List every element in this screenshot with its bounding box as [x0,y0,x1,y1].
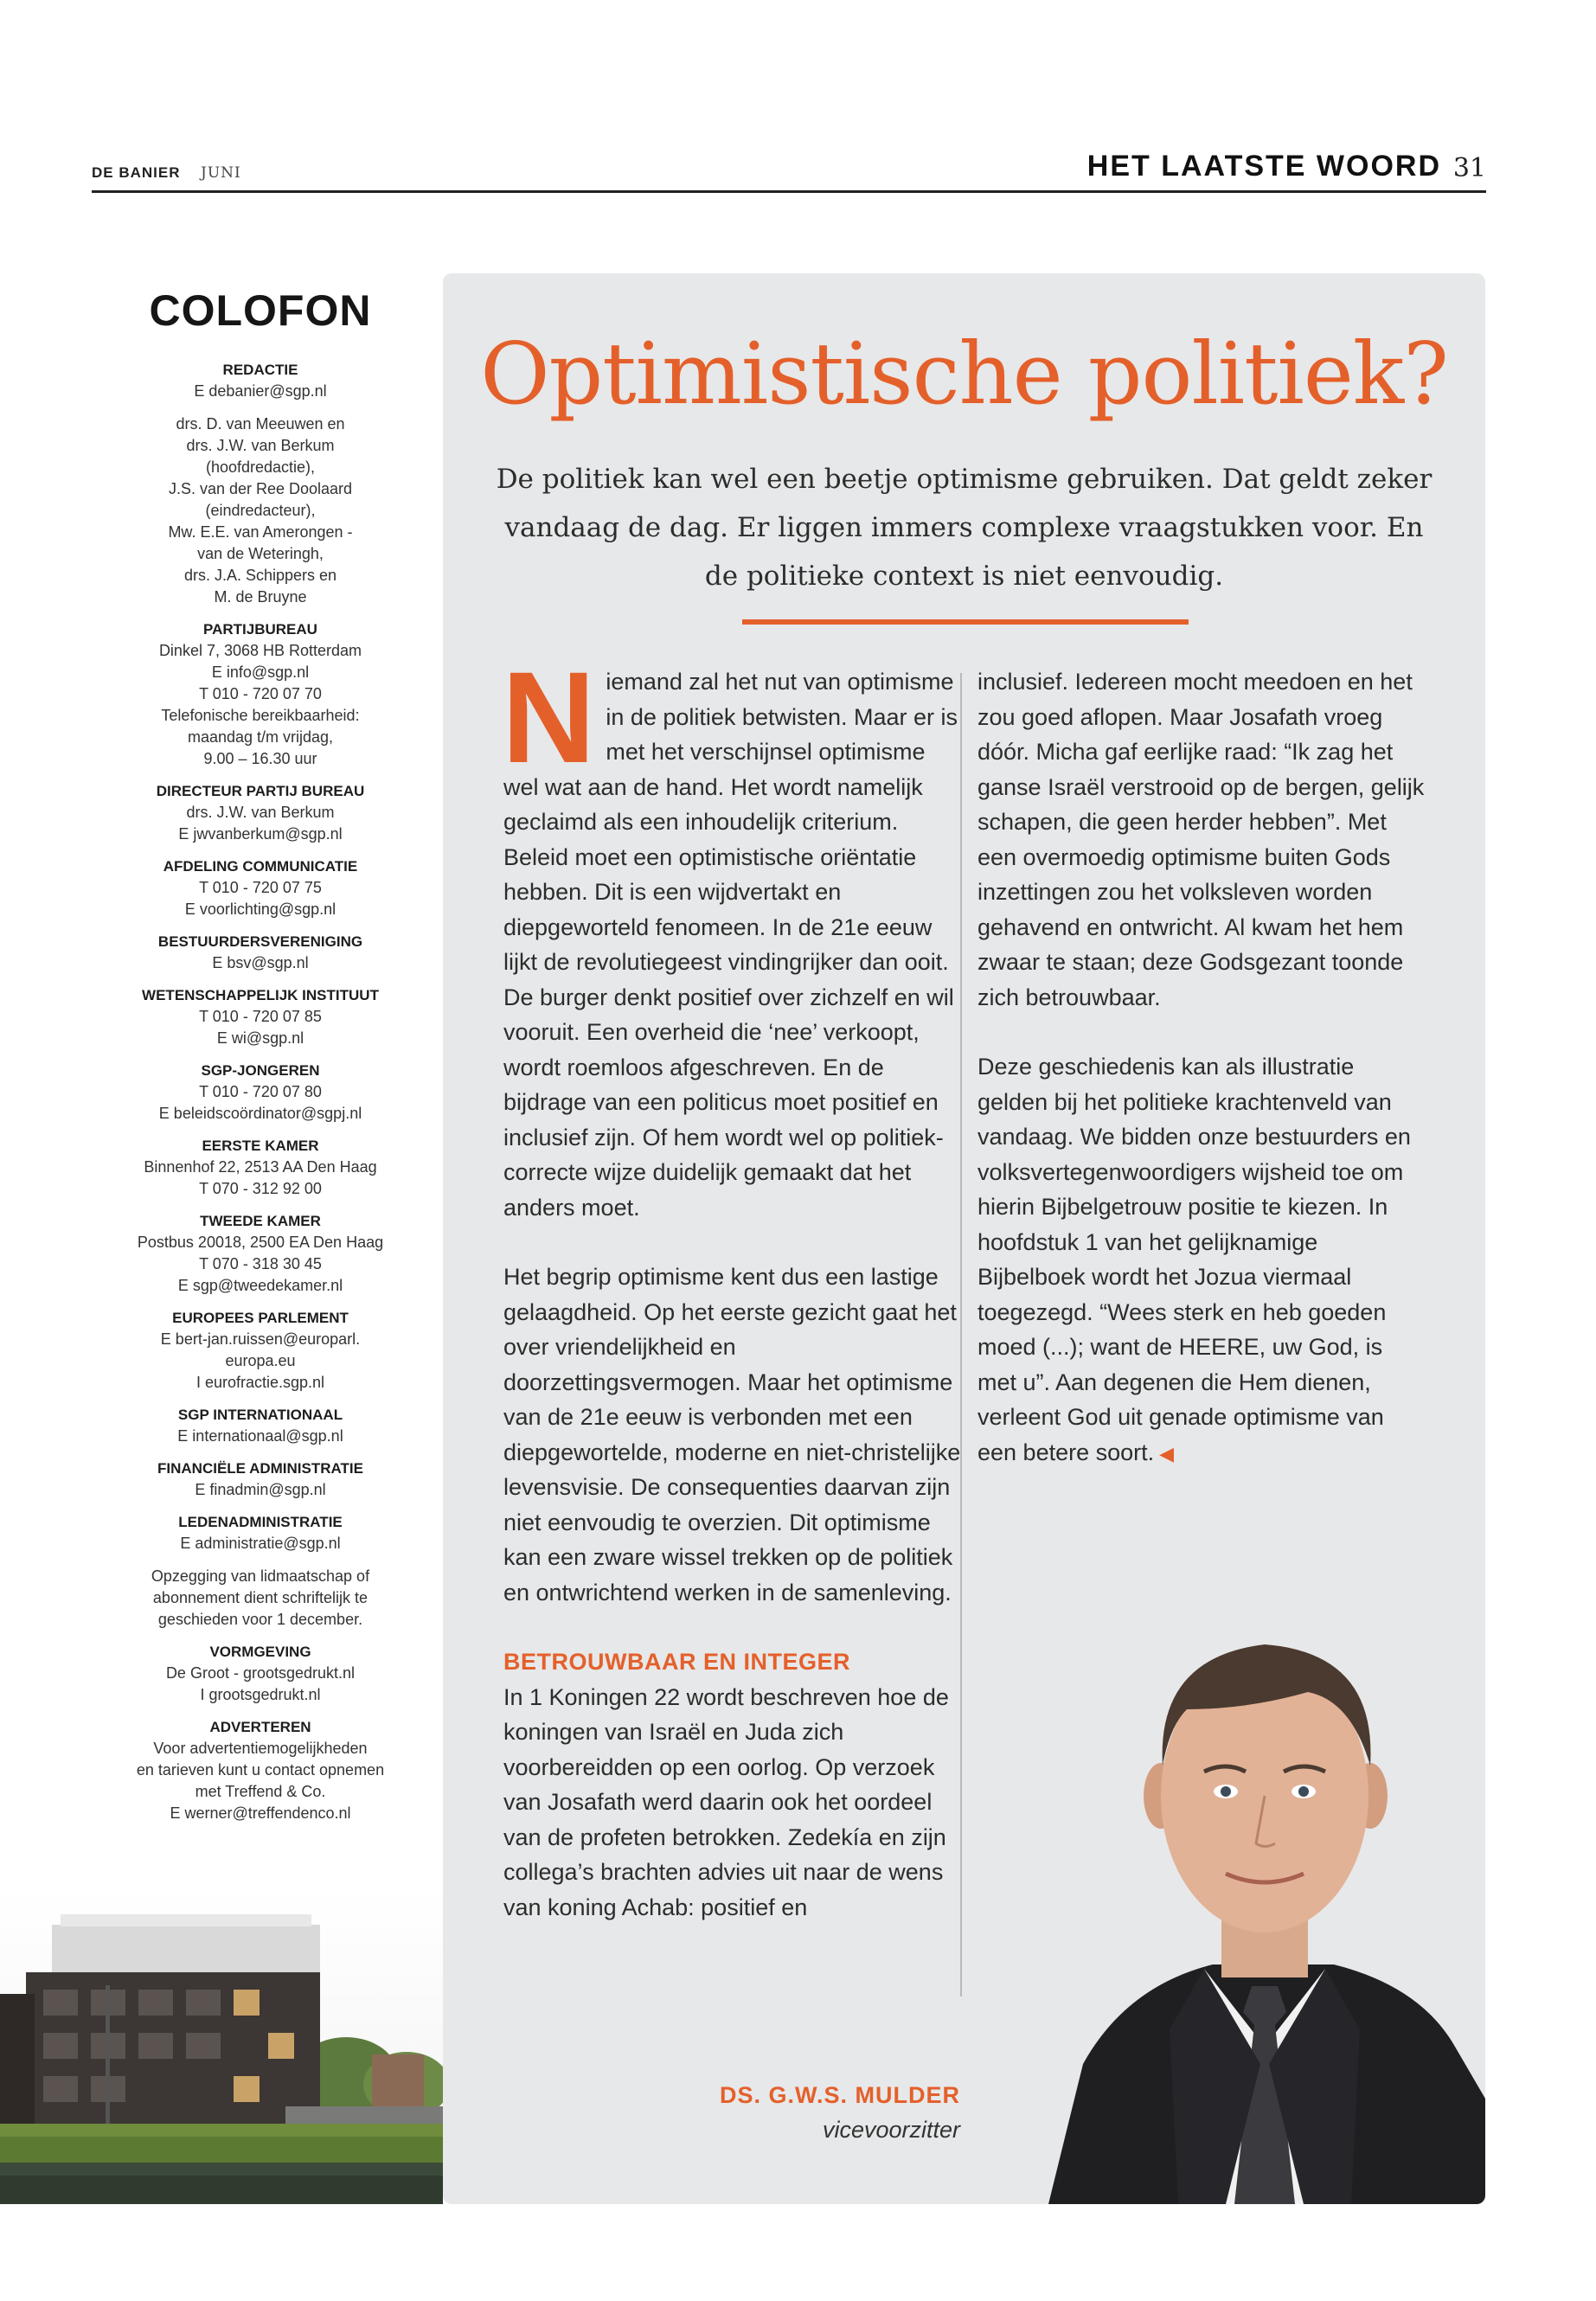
subheading: BETROUWBAAR EN INTEGER [503,1649,850,1675]
colofon-heading: AFDELING COMMUNICATIE [163,858,358,875]
colofon-email[interactable]: E wi@sgp.nl [216,1029,304,1047]
colofon-line: T 010 - 720 07 75 [199,879,322,896]
body-paragraph: inclusief. Iedereen mocht meedoen en het zou goed aflopen. Maar Josafath vroeg dóór. Micha gaf eerlijke raad: “Ik zag het ganse Israël verstrooid op de bergen, gelijk schapen, die geen herder hebben”. Met een overmoedig optimisme buiten Gods inzettingen zou het volksleven worden gehavend en ontwricht. Al kwam het hem zwaar te staan; deze Godsgezant toonde zich betrouwbaar. [977,669,1425,1010]
article-column-1 [502,644,962,1925]
colofon-email[interactable]: E sgp@tweedekamer.nl [177,1277,343,1294]
colofon-email[interactable]: E internationaal@sgp.nl [177,1427,343,1445]
colofon-line: Opzegging van lidmaatschap of [151,1567,370,1585]
colofon-line: De Groot - grootsgedrukt.nl [165,1664,356,1682]
colofon-email[interactable]: E werner@treffendenco.nl [170,1804,351,1822]
colofon-line: drs. D. van Meeuwen en [176,415,345,433]
colofon-heading: SGP INTERNATIONAAL [177,1407,343,1423]
colofon-redactie-names [95,413,426,608]
lead-divider [742,619,1189,625]
article-lead: De politiek kan wel een beetje optimisme gebruiken. Dat geldt zeker vandaag de dag. Er liggen immers complexe vraagstukken voor. En de politieke context is niet eenvoudig. [496,464,1433,592]
colofon-website[interactable]: I grootsgedrukt.nl [200,1686,321,1703]
colofon-redactie [95,360,426,402]
colofon-line: Voor advertentiemogelijkheden [153,1740,368,1757]
colofon-line: E debanier@sgp.nl [194,382,327,400]
body-paragraph [977,1049,1427,1471]
colofon-heading: EUROPEES PARLEMENT [172,1310,349,1326]
article-panel [443,273,1485,2204]
drop-cap: N [502,644,596,790]
colofon-heading: PARTIJBUREAU [203,621,317,638]
colofon-heading: ADVERTEREN [209,1719,311,1735]
colofon-website[interactable]: I eurofractie.sgp.nl [195,1374,325,1391]
colofon-line: van de Weteringh, [197,545,324,562]
colofon-line: T 070 - 312 92 00 [199,1180,322,1197]
colofon-line: J.S. van der Ree Doolaard [168,480,353,497]
colofon-line: drs. J.A. Schippers en [183,567,337,584]
colofon-line: europa.eu [225,1352,296,1369]
office-building-photo [0,1890,443,2204]
colofon-line: T 010 - 720 07 70 [199,685,322,702]
colofon-instituut [95,985,426,1049]
colofon-leden [95,1512,426,1554]
colofon-email[interactable]: E administratie@sgp.nl [180,1535,341,1552]
colofon-tweede-kamer [95,1211,426,1297]
colofon-communicatie [95,856,426,920]
article-column-2 [977,664,1427,1471]
body-paragraph: Het begrip optimisme kent dus een lastige gelaagdheid. Op het eerste gezicht gaat het over vriendelijkheid en doorzettingsvermogen. Maar het optimisme van de 21e eeuw is verbonden met een diepgewortelde, moderne en niet-christelijke levensvisie. De consequenties daarvan zijn niet eenvoudig te overzien. Dit optimisme kan een zware wissel trekken op de politiek en ontwrichtend werken in de samenleving. [503,1264,961,1606]
end-mark-icon: ◀ [1159,1442,1175,1465]
colofon-opzegging [95,1566,426,1631]
colofon-eerste-kamer [95,1136,426,1200]
colofon-email[interactable]: E bsv@sgp.nl [212,954,309,971]
colofon-heading: WETENSCHAPPELIJK INSTITUUT [142,987,379,1003]
article-title: Optimistische politiek? [480,325,1448,424]
colofon-line: Postbus 20018, 2500 EA Den Haag [137,1234,384,1251]
colofon-line: Binnenhof 22, 2513 AA Den Haag [144,1158,377,1176]
colofon-line: T 010 - 720 07 80 [199,1083,322,1100]
colofon-email[interactable]: E voorlichting@sgp.nl [184,901,337,918]
colofon-heading: TWEEDE KAMER [200,1213,321,1229]
issue-month: JUNI [201,164,241,182]
colofon-heading: BESTUURDERSVERENIGING [157,933,363,950]
colofon-line: 9.00 – 16.30 uur [203,750,317,767]
colofon-email[interactable]: E jwvanberkum@sgp.nl [178,825,343,843]
author-role: vicevoorzitter [822,2117,960,2143]
author-name: DS. G.W.S. MULDER [719,2082,960,2108]
colofon-line: drs. J.W. van Berkum [186,804,335,821]
colofon-internationaal [95,1405,426,1447]
colofon-line: en tarieven kunt u contact opnemen [136,1761,385,1779]
colofon-email[interactable]: E info@sgp.nl [211,663,310,681]
colofon-line: Mw. E.E. van Amerongen - [168,523,353,541]
colofon-line: (eindredacteur), [205,502,316,519]
colofon-title: COLOFON [149,286,372,335]
paragraph-text: iemand zal het nut van optimisme in de politiek betwisten. Maar er is met het verschijnsel optimisme wel wat aan de hand. Het wordt namelijk geclaimd als een inhoudelijk criterium. Beleid moet een optimistische oriëntatie hebben. Dit is een wijdvertakt en diepgeworteld fenomeen. In de 21e eeuw lijkt de revolutiegeest vindingrijker dan ooit. De burger denkt positief over zichzelf en wil vooruit. Een overheid die ‘nee’ verkoopt, wordt roemloos afgeschreven. En de bijdrage van een politicus moet positief en inclusief zijn. Of hem wordt wel op politiek-correcte wijze duidelijk gemaakt dat het anders moet. [503,669,958,1221]
colofon-heading: REDACTIE [222,362,298,378]
column-divider [960,673,962,1997]
colofon-bestuurders [95,932,426,974]
colofon-heading: VORMGEVING [209,1644,311,1660]
author-portrait [1048,1580,1485,2204]
colofon-line: geschieden voor 1 december. [157,1611,363,1628]
colofon-line: met Treffend & Co. [195,1783,326,1800]
colofon-line: maandag t/m vrijdag, [187,728,334,746]
body-paragraph: In 1 Koningen 22 wordt beschreven hoe de koningen van Israël en Juda zich voorbereidden op een oorlog. Op verzoek van Josafath werd daarin ook het oordeel van de profeten betrokken. Zedekía en zijn collega’s brachten advies uit naar de wens van koning Achab: positief en [503,1683,949,1920]
paragraph-text: Deze geschiedenis kan als illustratie gelden bij het politieke krachtenveld van vandaag. We bidden onze bestuurders en volksvertegenwoordigers wijsheid toe om hierin Bijbelgetrouw positie te kiezen. In hoofdstuk 1 van het gelijknamige Bijbelboek wordt het Jozua viermaal toegezegd. “Wees sterk en heb goeden moed (...); want de HEERE, uw God, is met u”. Aan degenen die Hem dienen, verleent God uit genade optimisme van een betere soort. [977,1054,1411,1465]
colofon-line: T 010 - 720 07 85 [199,1008,322,1025]
colofon-europees [95,1308,426,1394]
colofon-line: T 070 - 318 30 45 [199,1255,322,1272]
colofon-line: M. de Bruyne [214,588,307,606]
colofon-line: Dinkel 7, 3068 HB Rotterdam [158,642,362,659]
colofon-email[interactable]: E beleidscoördinator@sgpj.nl [158,1105,362,1122]
colofon-financiele [95,1458,426,1501]
colofon-heading: DIRECTEUR PARTIJ BUREAU [156,783,365,799]
colofon-line: abonnement dient schriftelijk te [152,1589,369,1606]
body-paragraph [502,644,962,1225]
colofon-heading: FINANCIËLE ADMINISTRATIE [157,1460,363,1477]
colofon-line: Telefonische bereikbaarheid: [161,707,360,724]
colofon-email[interactable]: E finadmin@sgp.nl [195,1481,326,1498]
section-title: HET LAATSTE WOORD [1086,150,1441,183]
author-byline [443,2077,960,2146]
magazine-name: DE BANIER [92,164,181,181]
colofon-heading: SGP-JONGEREN [201,1062,320,1079]
colofon-directeur [95,781,426,845]
colofon-jongeren [95,1061,426,1125]
colofon-sidebar [95,285,426,1836]
colofon-heading: LEDENADMINISTRATIE [178,1514,343,1530]
colofon-partijbureau [95,619,426,770]
colofon-heading: EERSTE KAMER [202,1138,319,1154]
colofon-adverteren [95,1717,426,1824]
colofon-line: drs. J.W. van Berkum [186,437,335,454]
colofon-vormgeving [95,1642,426,1706]
page-number: 31 [1452,153,1486,183]
colofon-line: (hoofdredactie), [205,458,316,476]
colofon-email[interactable]: E bert-jan.ruissen@europarl. [160,1330,361,1348]
running-header [92,145,1486,193]
